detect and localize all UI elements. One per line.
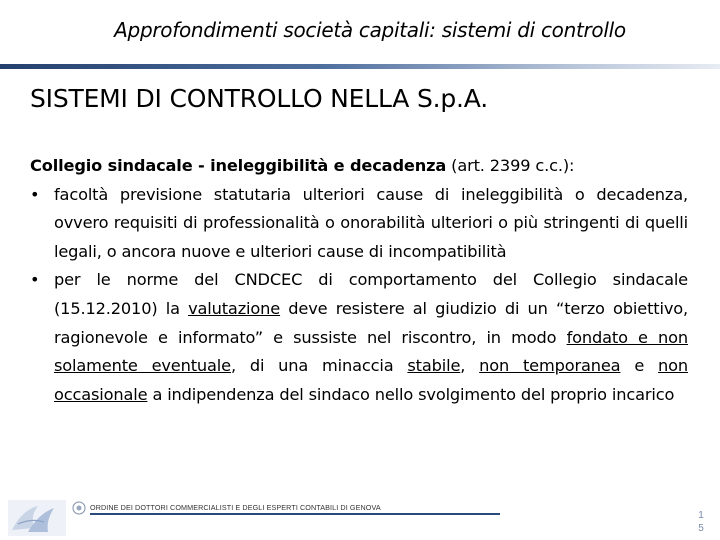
- order-logo-icon: [8, 500, 66, 536]
- bullet-2-text-5: e: [620, 356, 659, 376]
- bullet-item-2: [30, 266, 688, 409]
- page-number-digit-1: 1: [698, 510, 704, 521]
- underlined-valutazione: valutazione: [188, 298, 281, 318]
- bullet-2-text-1: per le norme del CNDCEC di comportamento del Collegio sindacale (15.12.2010) la: [54, 270, 688, 318]
- slide-body: [30, 152, 688, 409]
- underlined-fondato: fondato e non solamente eventuale: [54, 327, 688, 376]
- intro-heading: Collegio sindacale - ineleggibilità e decadenza: [30, 156, 447, 175]
- bullet-dot: •: [30, 184, 40, 204]
- bullet-dot: •: [30, 270, 40, 290]
- underlined-non-occasionale: non occasionale: [54, 356, 688, 404]
- bullet-2-text-2: deve resistere al giudizio di un “terzo obiettivo, ragionevole e informato” e sussiste nel riscontro, in modo: [54, 298, 688, 347]
- footer-organization-name: ORDINE DEI DOTTORI COMMERCIALISTI E DEGLI ESPERTI CONTABILI DI GENOVA: [90, 503, 500, 515]
- bullet-2-text-6: a indipendenza del sindaco nello svolgimento del proprio incarico: [147, 384, 675, 404]
- page-number-digit-2: 5: [698, 523, 704, 534]
- intro-line: [30, 152, 688, 181]
- bullet-2-text-3: , di una minaccia: [230, 356, 408, 376]
- intro-article-ref: (art. 2399 c.c.):: [446, 156, 575, 175]
- emblem-icon: [72, 501, 86, 515]
- bullet-item-1: [30, 181, 688, 267]
- underlined-non-temporanea: non temporanea: [479, 356, 621, 376]
- slide-title: SISTEMI DI CONTROLLO NELLA S.p.A.: [30, 84, 488, 113]
- header-divider: [0, 64, 720, 69]
- underlined-stabile: stabile: [407, 356, 461, 376]
- page-number: [694, 509, 708, 535]
- header-title: Approfondimenti società capitali: sistemi di controllo: [114, 18, 626, 42]
- bullet-1-text: facoltà previsione statutaria ulteriori cause di ineleggibilità o decadenza, ovvero requisiti di professionalità o onorabilità ulteriori o più stringenti di quelli legali, o ancora nuove e ulteriori cause di incompatibilità: [54, 184, 688, 261]
- bullet-2-text-4: ,: [460, 356, 480, 376]
